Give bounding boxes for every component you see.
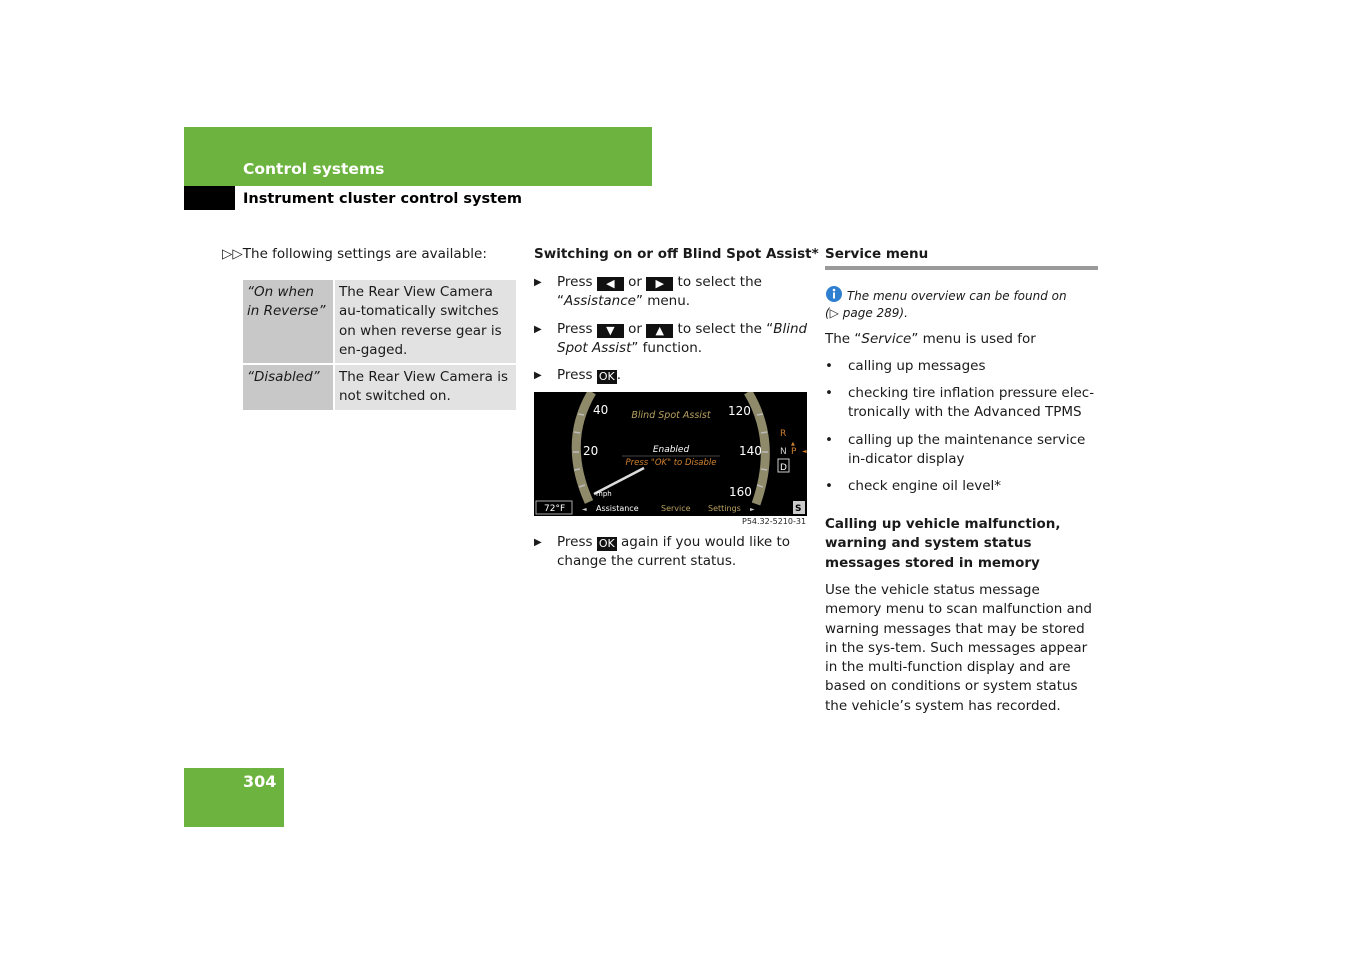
settings-table (243, 280, 516, 410)
bullet-icon: • (825, 358, 833, 374)
speed-label: 20 (583, 444, 599, 458)
list-item: • checking tire inflation pressure elec-tronically with the Advanced TPMS (825, 385, 1095, 421)
subsection-title: Instrument cluster control system (243, 191, 523, 207)
step-arrow-icon: ▶ (534, 537, 542, 548)
menu-item-service: Service (661, 504, 691, 513)
bullet-icon: • (825, 478, 833, 494)
step-select-assistance: ▶ Press ◀ or ▶ to select the “Assistance” menu. (534, 274, 762, 310)
up-arrow-key-icon: ▲ (646, 324, 673, 338)
list-item: • calling up the maintenance service in-dicator display (825, 432, 1086, 468)
ok-key-icon: OK (598, 537, 615, 550)
list-item: • check engine oil level* (825, 477, 1098, 496)
left-arrow-key-icon: ◀ (597, 277, 624, 291)
table-row (243, 280, 516, 363)
display-title: Blind Spot Assist (631, 410, 711, 421)
image-code: P54.32-5210-31 (742, 517, 807, 526)
gear-arrow-icon: ▲ (791, 441, 795, 447)
gear-arrow-icon: ◄ (802, 448, 807, 455)
table-row (243, 363, 516, 410)
outside-temperature: 72°F (544, 504, 566, 514)
section-title: Control systems (243, 160, 385, 178)
display-status: Enabled (652, 445, 690, 455)
service-lead: The “Service” menu is used for (825, 331, 1036, 347)
menu-next-arrow-icon: ► (750, 506, 755, 513)
messages-paragraph: Use the vehicle status message memory menu to scan malfunction and warning messages that may be stored in the sys-tem. Such messages appear in the multi-function display and are based on conditions or system status the vehicle’s system has recorded. (825, 582, 1092, 714)
bullet-icon: • (825, 432, 833, 448)
info-icon (825, 285, 843, 303)
menu-prev-arrow-icon: ◄ (582, 506, 587, 513)
step-arrow-icon: ▶ (534, 370, 542, 381)
option-cell: “On when in Reverse” (243, 280, 333, 363)
speed-label: 120 (728, 404, 751, 418)
messages-heading: Calling up vehicle malfunction, warning and system status messages stored in memory (825, 516, 1061, 571)
blind-spot-heading: Switching on or off Blind Spot Assist* (534, 246, 819, 262)
ok-key-icon: OK (598, 370, 615, 383)
step-select-function: ▶ Press ▼ or ▲ to select the “Blind Spot Assist” function. (534, 321, 808, 357)
speed-label: 160 (729, 485, 752, 499)
description-cell: The Rear View Camera is not switched on. (333, 363, 516, 410)
option-cell: “Disabled” (243, 363, 333, 410)
step-arrow-icon: ▶ (534, 324, 542, 335)
bullet-icon: • (825, 385, 833, 401)
page-number: 304 (243, 772, 277, 791)
step-change-status: ▶ Press OK again if you would like to change the current status. (534, 534, 791, 570)
info-note: The menu overview can be found on (▷ page 289). (825, 285, 1098, 322)
menu-item-settings: Settings (708, 504, 741, 513)
gear-label: P (791, 447, 797, 457)
speed-unit: mph (596, 490, 612, 498)
speed-label: 40 (593, 403, 609, 417)
header-marker (184, 186, 235, 210)
menu-item-assistance: Assistance (596, 504, 639, 513)
description-cell: The Rear View Camera au-tomatically switches on when reverse gear is en-gaged. (333, 280, 516, 363)
right-arrow-key-icon: ▶ (646, 277, 673, 291)
gear-label: N (780, 447, 787, 457)
heading-rule (825, 266, 1098, 270)
step-press-ok: ▶ Press OK . (534, 366, 808, 385)
instrument-cluster-image (534, 392, 807, 516)
gear-label: R (780, 429, 787, 439)
gear-label: D (780, 463, 787, 473)
settings-intro: ▷▷The following settings are available: (222, 246, 487, 262)
display-hint: Press "OK" to Disable (625, 458, 717, 468)
drive-mode: S (795, 504, 802, 514)
down-arrow-key-icon: ▼ (597, 324, 624, 338)
speed-label: 140 (739, 444, 762, 458)
list-item: • calling up messages (825, 357, 1098, 376)
step-arrow-icon: ▶ (534, 277, 542, 288)
service-menu-heading: Service menu (825, 246, 929, 262)
